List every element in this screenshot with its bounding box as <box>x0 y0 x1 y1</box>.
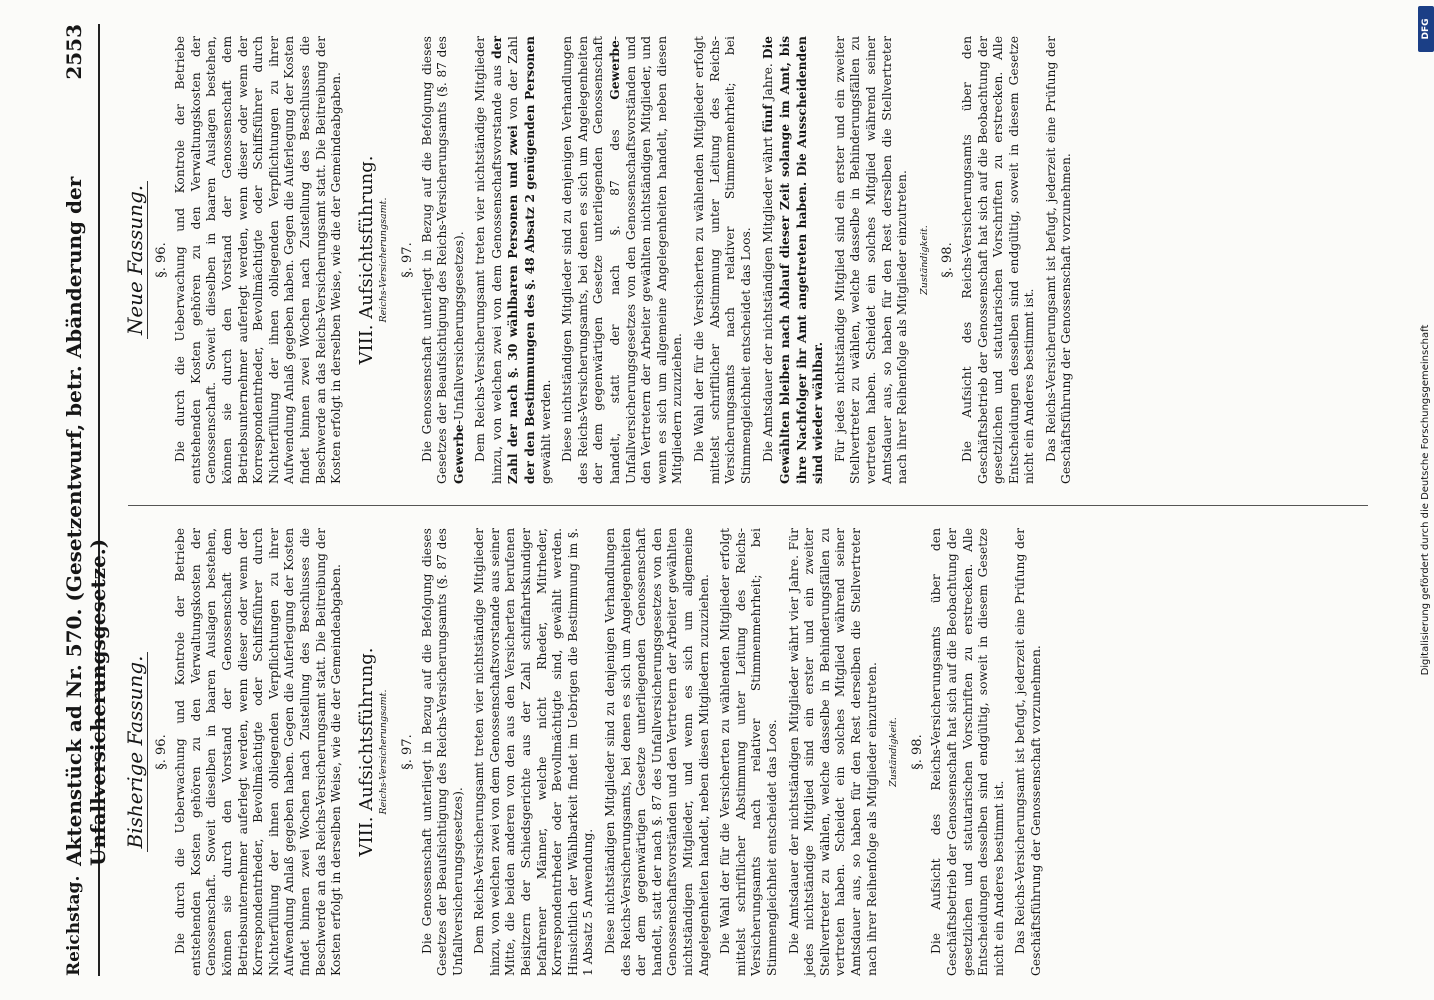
column-title-old: Bisherige Fassung. <box>128 528 144 976</box>
column-divider <box>128 505 1368 506</box>
section-96-heading: §. 96. <box>153 242 169 278</box>
section-98-paragraph: Die Aufsicht des Reichs-Versicherungsamts über den Geschäftsbetrieb der Genossenschaft hat sich auf die Beobachtung der gesetzlichen und statutarischen Vorschriften zu erstrecken. Alle Entscheidungen desselben sind endgültig, soweit in diesem Gesetze nicht ein Anderes bestimmt ist. <box>959 36 1037 484</box>
subheading-rva: Reichs-Versicherungsamt. <box>378 197 390 323</box>
dfg-logo-icon <box>1418 6 1434 52</box>
dfg-logo-text: DFG <box>1421 18 1431 40</box>
section-97-heading: §. 97. <box>399 734 415 770</box>
section-97-paragraph: Die Genossenschaft unterliegt in Bezug auf die Befolgung dieses Gesetzes der Beaufsichtigung des Reichs-Versicherungsamts (§. 87 des Unfallversicherungsgesetzes). <box>419 528 465 976</box>
section-97-paragraph: Die Wahl der für die Versicherten zu wählenden Mitglieder erfolgt mittelst schriftlicher Abstimmung unter Leitung des Reichs-Versicherungsamts nach relativer Stimmenmehrheit; bei Stimmengleichheit entscheidet das Loos. <box>692 36 753 484</box>
amended-text: der den Bestimmungen des §. 48 Absatz 2 genügenden Personen <box>522 36 538 484</box>
text-run: Dem Reichs-Versicherungsamt treten vier nichtständige Mitglieder hinzu, von welchen zwei von dem Genossenschaftsvorstande aus <box>473 36 504 484</box>
subheading-zustaendigkeit: Zuständigkeit. <box>888 717 900 787</box>
section-97-paragraph: Diese nichtständigen Mitglieder sind zu denjenigen Verhandlungen des Reichs-Versicherungsamts, bei denen es sich um Angelegenheiten der dem gegenwärtigen Gesetze unterliegenden Genossenschaft handelt, statt der nach §. 87 des Unfallversicherungsgesetzes von den Genossenschaftsvorständen und den Vertretern der Arbeiter gewählten nichtständigen Mitglieder, und wenn es sich um allgemeine Angelegenheiten handelt, neben diesen Mitgliedern zuzuziehen. <box>603 528 711 976</box>
section-97-paragraph <box>420 36 468 484</box>
section-97-paragraph: Die Wahl der für die Versicherten zu wählenden Mitglieder erfolgt mittelst schriftlicher Abstimmung unter Leitung des Reichs-Versicherungsamts nach relativer Stimmenmehrheit; bei Stimmengleichheit entscheidet das Loos. <box>718 528 779 976</box>
header-title: Aktenstück ad Nr. 570. (Gesetzentwurf, betr. Abänderung der Unfallversicherungsgesetze.) <box>62 176 110 866</box>
running-header <box>58 24 110 976</box>
digitization-note-text: Digitalisierung gefördert durch die Deutsche Forschungsgemeinschaft <box>1420 324 1431 676</box>
page-number: 2553 <box>62 24 86 80</box>
text-run: von der Zahl <box>506 36 521 126</box>
section-97-heading: §. 97. <box>399 242 415 278</box>
text-run: Die Amtsdauer der nichtständigen Mitglieder währt <box>761 132 776 462</box>
section-97-paragraph <box>560 36 686 484</box>
section-97-paragraph <box>473 36 554 484</box>
section-97-paragraph: Dem Reichs-Versicherungsamt treten vier nichtständige Mitglieder hinzu, von welchen zwei von dem Genossenschaftsvorstande aus seiner Mitte, die beiden anderen von den aus den Versicherten berufenen Beisitzern der Schiedsgerichte aus der Zahl schiffahrtskundiger befahrener Männer, welche nicht Rheder, Mitrheder, Korrespondentrheder oder Bevollmächtigte sind, gewählt werden. Hinsichtlich der Wählbarkeit findet im Uebrigen die Bestimmung im §. 1 Absatz 5 Anwendung. <box>472 528 596 976</box>
column-title-new: Neue Fassung. <box>128 36 144 484</box>
column-old-version <box>123 528 1368 976</box>
section-98-heading: §. 98. <box>940 242 956 278</box>
section-98-paragraph: Die Aufsicht des Reichs-Versicherungsamts über den Geschäftsbetrieb der Genossenschaft hat sich auf die Beobachtung der gesetzlichen und statutarischen Vorschriften zu erstrecken. Alle Entscheidungen desselben sind endgültig, soweit in diesem Gesetze nicht ein Anderes bestimmt ist. <box>929 528 1006 976</box>
text-run: Die Genossenschaft unterliegt in Bezug auf die Befolgung dieses Gesetzes der Beaufsichtigung des Reichs-Versicherungsamts (§. 87 des <box>419 36 450 484</box>
section-98-heading: §. 98. <box>909 734 925 770</box>
amended-text: Gewerbe <box>450 424 466 484</box>
section-97-paragraph: Die Amtsdauer der nichtständigen Mitglieder währt vier Jahre. Für jedes nichtständige Mitglied sind ein erster und ein zweiter Stellvertreter zu wählen, welche dasselbe in Behinderungsfällen zu vertreten haben. Scheidet ein solches Mitglied während seiner Amtsdauer aus, so haben für den Rest derselben die Stellvertreter nach ihrer Reihenfolge als Mitglieder einzutreten. <box>786 528 879 976</box>
text-run: Diese nichtständigen Mitglieder sind zu denjenigen Verhandlungen des Reichs-Versicherungsamts, bei denen es sich um Angelegenheiten der dem gegenwärtigen Gesetze unterliegenden Genossenschaft handelt, statt der nach §. 87 des <box>560 36 623 484</box>
chapter-viii-heading: VIII. Aufsichtsführung. <box>355 155 377 365</box>
header-reichstag: Reichstag. <box>64 875 84 976</box>
text-run: -Unfallversicherungsgesetzes von den Genossenschaftsvorständen und den Vertretern der Arbeiter gewählten nichtständigen Mitglieder, und wenn es sich um allgemeine Angelegenheiten handelt, neben diesen Mitgliedern zuzuziehen. <box>608 36 685 484</box>
amended-text: Die Gewählten bleiben nach Ablauf dieser Zeit solange im Amt, bis ihre Nachfolger ihr Amt angetreten haben. Die Ausscheidenden sind wieder wählbar. <box>760 36 826 484</box>
section-98-paragraph: Das Reichs-Versicherungsamt ist befugt, jederzeit eine Prüfung der Geschäftsführung der Genossenschaft vorzunehmen. <box>1013 528 1043 976</box>
section-96-text: Die durch die Ueberwachung und Kontrole der Betriebe entstehenden Kosten gehören zu den Verwaltungskosten der Genossenschaft. Soweit dieselben in baaren Auslagen bestehen, können sie durch den Vorstand der Genossenschaft dem Betriebsunternehmer auferlegt werden, wenn dieser oder wenn der Korrespondentrheder, Bevollmächtigte oder Schiffsführer durch Nichterfüllung der ihnen obliegenden Verpflichtungen zu ihrer Aufwendung Anlaß gegeben haben. Gegen die Auferlegung der Kosten findet binnen zwei Wochen nach Zustellung des Beschlusses die Beschwerde an das Reichs-Versicherungsamt statt. Die Beitreibung der Kosten erfolgt in derselben Weise, wie die der Gemeindeabgaben. <box>173 36 344 484</box>
section-96-text: Die durch die Ueberwachung und Kontrole der Betriebe entstehenden Kosten gehören zu den Verwaltungskosten der Genossenschaft. Soweit dieselben in baaren Auslagen bestehen, können sie durch den Vorstand der Genossenschaft dem Betriebsunternehmer auferlegt werden, wenn dieser oder wenn der Korrespondentrheder, Bevollmächtigte oder Schiffsführer durch Nichterfüllung der ihnen obliegenden Verpflichtungen zu ihrer Aufwendung Anlaß gegeben haben. Gegen die Auferlegung der Kosten findet binnen zwei Wochen nach Zustellung des Beschlusses die Beschwerde an das Reichs-Versicherungsamt statt. Die Beitreibung der Kosten erfolgt in derselben Weise, wie die der Gemeindeabgaben. <box>173 528 344 976</box>
section-98-paragraph: Das Reichs-Versicherungsamt ist befugt, jederzeit eine Prüfung der Geschäftsführung der Genossenschaft vorzunehmen. <box>1043 36 1074 484</box>
text-run: Jahre. <box>761 59 776 105</box>
digitization-note <box>1418 60 1434 940</box>
text-run: -Unfallversicherungsgesetzes). <box>451 231 466 425</box>
section-97-paragraph <box>760 36 826 484</box>
column-new-version <box>123 36 1368 484</box>
text-run: gewählt werden. <box>538 379 553 484</box>
section-97-paragraph: Für jedes nichtständige Mitglied sind ein erster und ein zweiter Stellvertreter zu wählen, welche dasselbe in Behinderungsfällen zu vertreten haben. Scheidet ein solches Mitglied während seiner Amtsdauer aus, so haben für den Rest derselben die Stellvertreter nach ihrer Reihenfolge als Mitglieder einzutreten. <box>832 36 910 484</box>
subheading-rva: Reichs-Versicherungsamt. <box>378 689 390 815</box>
chapter-viii-heading: VIII. Aufsichtsführung. <box>355 647 377 857</box>
subheading-zustaendigkeit: Zuständigkeit. <box>918 225 930 295</box>
amended-text: Gewerbe <box>607 40 623 100</box>
amended-text: fünf <box>760 104 776 133</box>
document-page <box>58 24 1368 976</box>
section-96-heading: §. 96. <box>153 734 169 770</box>
amended-text: der Zahl der nach §. 30 wählbaren Personen und zwei <box>488 36 521 484</box>
